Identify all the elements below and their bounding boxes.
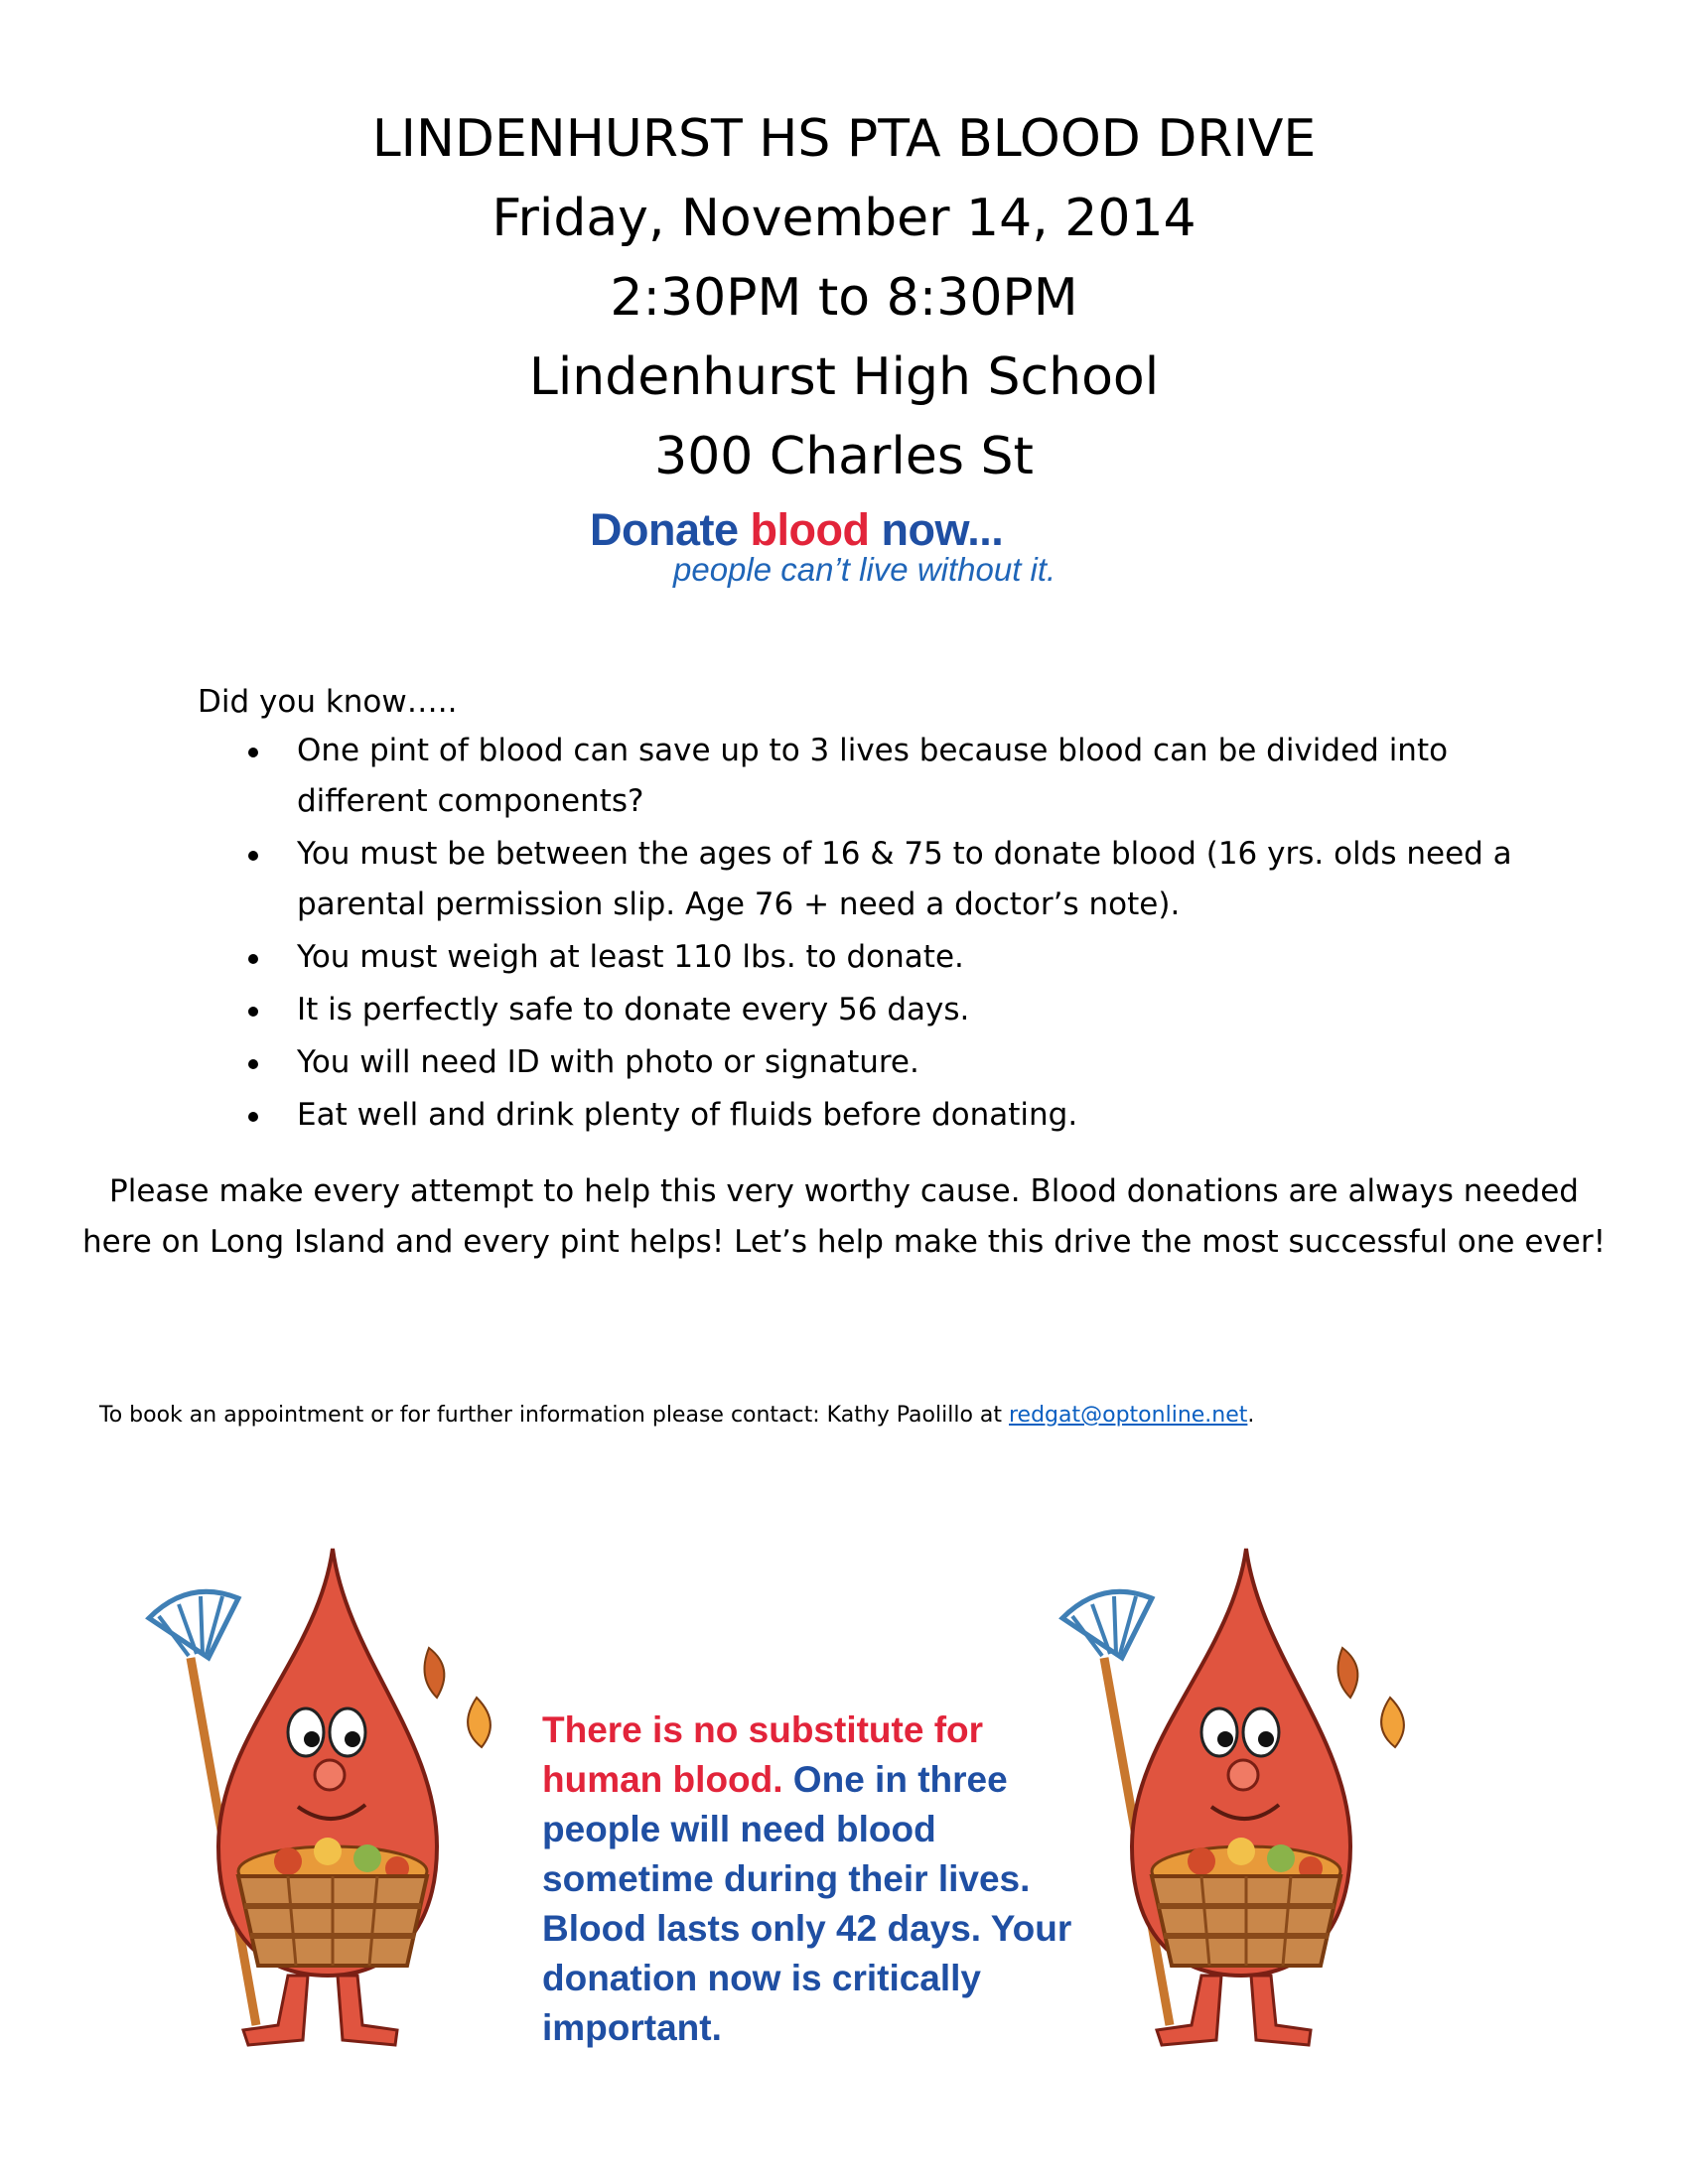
slogan-part1: Donate [590, 504, 751, 555]
leaf-basket-icon [238, 1838, 427, 1966]
contact-email-link[interactable]: redgat@optonline.net [1009, 1403, 1248, 1428]
event-header [0, 99, 1688, 496]
event-venue: Lindenhurst High School [528, 347, 1160, 407]
fact-text: You will need ID with photo or signature. [297, 1044, 919, 1080]
contact-line [99, 1401, 1254, 1431]
list-item [248, 932, 1569, 983]
fact-text: Eat well and drink plenty of fluids before donating. [297, 1097, 1078, 1133]
event-address: 300 Charles St [654, 427, 1034, 486]
list-item [248, 829, 1569, 930]
donate-blood-logo [590, 504, 1106, 588]
bullet-icon [248, 1112, 258, 1122]
appeal-paragraph: Please make every attempt to help this very worthy cause. Blood donations are always needed here on Long Island and every pint helps! Let’s help make this drive the most successful one ever! [81, 1173, 1607, 1260]
contact-suffix: . [1247, 1403, 1255, 1428]
bullet-icon [248, 1007, 258, 1017]
autumn-leaf-icon [1381, 1698, 1404, 1747]
fact-text: One pint of blood can save up to 3 lives because blood can be divided into different components? [297, 733, 1449, 819]
autumn-leaf-icon [468, 1698, 491, 1747]
slogan-tagline: people can’t live without it. [673, 551, 1056, 588]
facts-intro: Did you know….. [198, 684, 458, 720]
fact-text: You must be between the ages of 16 & 75 to donate blood (16 yrs. olds need a parental permission slip. Age 76 + need a doctor’s note). [297, 836, 1512, 922]
event-time: 2:30PM to 8:30PM [610, 268, 1078, 328]
list-item [248, 1037, 1569, 1088]
autumn-leaf-icon [425, 1648, 445, 1698]
slogan-part3: now... [869, 504, 1004, 555]
event-title: LINDENHURST HS PTA BLOOD DRIVE [371, 109, 1317, 169]
autumn-leaf-icon [1338, 1648, 1358, 1698]
bullet-icon [248, 851, 258, 861]
leaf-basket-icon [1152, 1838, 1340, 1966]
callout-blue-text: One in three people will need blood sometime during their lives. Blood lasts only 42 days. Your donation now is critically important. [542, 1759, 1072, 2048]
facts-list [248, 726, 1569, 1143]
bullet-icon [248, 748, 258, 757]
list-item [248, 985, 1569, 1035]
slogan-part2: blood [750, 504, 870, 555]
contact-text: To book an appointment or for further information please contact: Kathy Paolillo at [99, 1403, 1009, 1428]
blood-fact-callout [542, 1706, 1098, 2053]
event-date: Friday, November 14, 2014 [492, 189, 1196, 248]
blood-drop-mascot-icon [139, 1509, 496, 2065]
list-item [248, 1090, 1569, 1141]
bullet-icon [248, 1059, 258, 1069]
bullet-icon [248, 954, 258, 964]
fact-text: You must weigh at least 110 lbs. to donate. [297, 939, 964, 975]
list-item [248, 726, 1569, 827]
fact-text: It is perfectly safe to donate every 56 days. [297, 992, 970, 1027]
blood-drop-mascot-icon [1053, 1509, 1410, 2065]
callout-red-text: There is no substitute for human blood. [542, 1709, 984, 1800]
